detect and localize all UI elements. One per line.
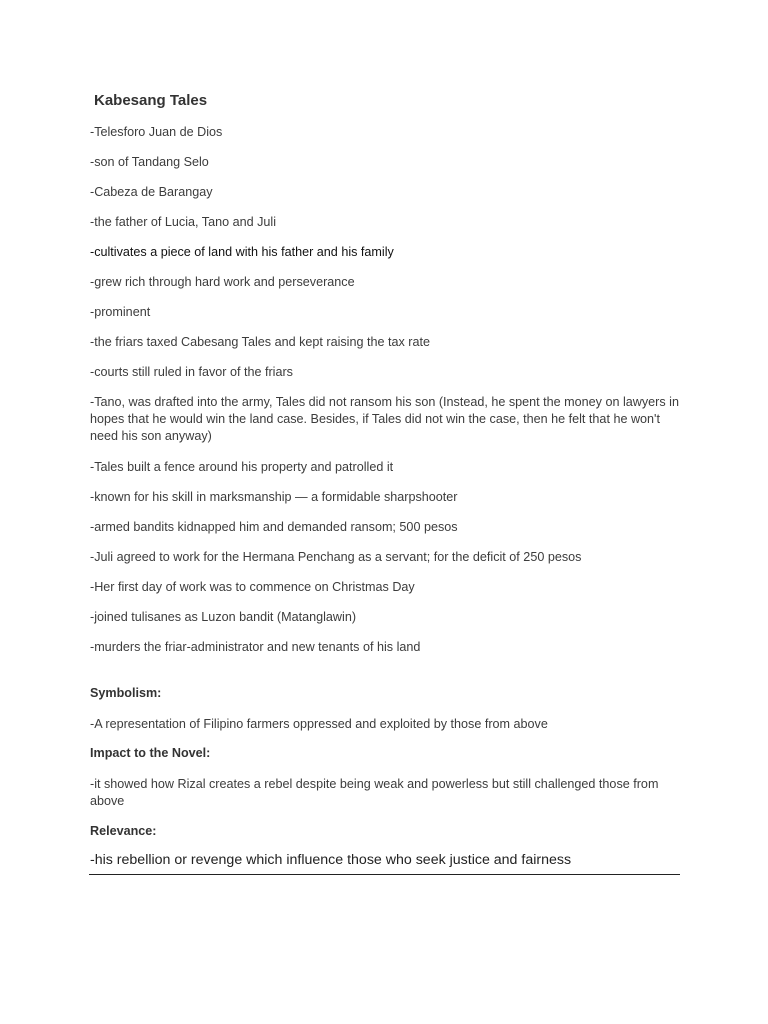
- list-item: -Juli agreed to work for the Hermana Penchang as a servant; for the deficit of 250 pesos: [90, 550, 582, 564]
- list-item: -known for his skill in marksmanship — a formidable sharpshooter: [90, 490, 458, 504]
- relevance-text: -his rebellion or revenge which influence those who seek justice and fairness: [90, 852, 572, 868]
- symbolism-heading: Symbolism:: [90, 686, 162, 700]
- list-item: -Telesforo Juan de Dios: [90, 125, 223, 139]
- list-item: -armed bandits kidnapped him and demanded ransom; 500 pesos: [90, 520, 458, 534]
- list-item: -grew rich through hard work and perseverance: [90, 275, 355, 289]
- impact-text: -it showed how Rizal creates a rebel despite being weak and powerless but still challenged those from above: [90, 777, 659, 808]
- list-item: -Tales built a fence around his property and patrolled it: [90, 460, 394, 474]
- underline-divider: [89, 874, 680, 875]
- symbolism-text: -A representation of Filipino farmers oppressed and exploited by those from above: [90, 717, 548, 731]
- list-item: -murders the friar-administrator and new tenants of his land: [90, 640, 421, 654]
- list-item: -cultivates a piece of land with his father and his family: [90, 245, 394, 259]
- list-item: -the father of Lucia, Tano and Juli: [90, 215, 276, 229]
- list-item: -joined tulisanes as Luzon bandit (Matanglawin): [90, 610, 357, 624]
- list-item: -prominent: [90, 305, 151, 319]
- list-item: -Cabeza de Barangay: [90, 185, 213, 199]
- document-title: Kabesang Tales: [94, 92, 208, 109]
- list-item: -Her first day of work was to commence on Christmas Day: [90, 580, 415, 594]
- impact-heading: Impact to the Novel:: [90, 746, 211, 760]
- relevance-heading: Relevance:: [90, 824, 157, 838]
- list-item: -Tano, was drafted into the army, Tales did not ransom his son (Instead, he spent the money on lawyers in hopes that he would win the land case. Besides, if Tales did not win the case, then he felt that he won't need his son anyway): [90, 395, 679, 443]
- list-item: -the friars taxed Cabesang Tales and kept raising the tax rate: [90, 335, 430, 349]
- list-item: -courts still ruled in favor of the friars: [90, 365, 293, 379]
- list-item: -son of Tandang Selo: [90, 155, 209, 169]
